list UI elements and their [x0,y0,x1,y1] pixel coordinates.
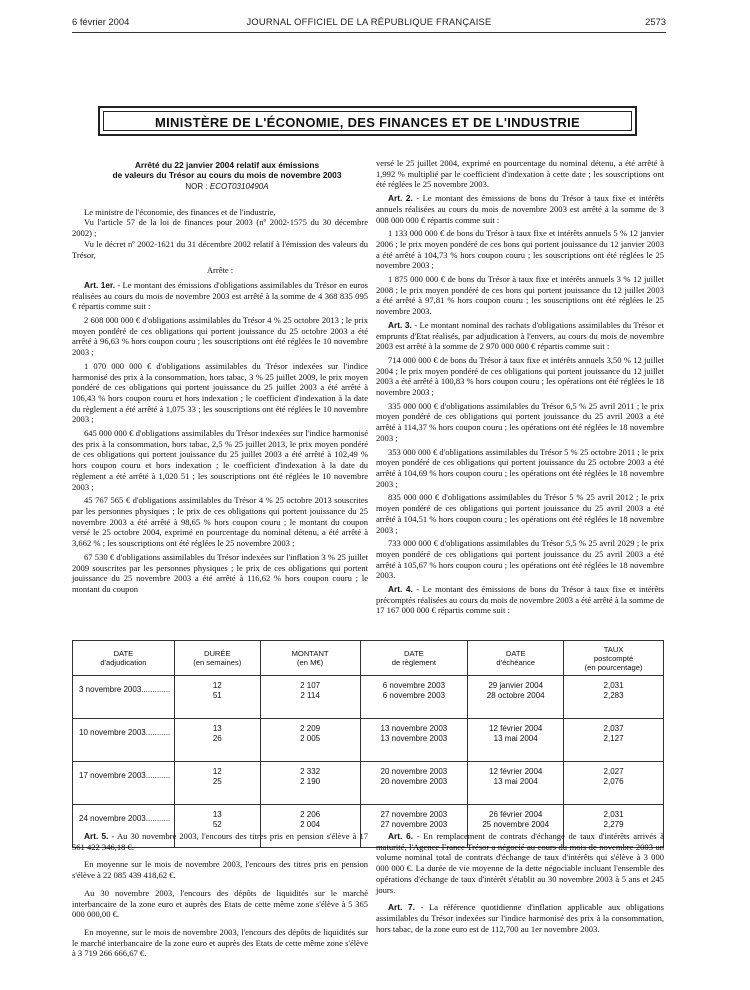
article-1-item: 645 000 000 € d'obligations assimilables du Trésor indexées sur l'indice harmonisé des prix à la consommation, hors tabac, 2,5 % 25 juillet 2013, le prix moyen pondéré de ces obligations qui portent jouissance du 25 juillet 2003 a été arrêté à 102,49 % hors coupon couru et hors indexation ; le coefficient d'indexation à la date du règlement a été arrêté à 1,020 51 ; les souscriptions ont été réglées le 10 novembre 2003 ; [72,428,368,492]
article-5 [72,831,368,852]
article-1-item: 2 608 000 000 € d'obligations assimilables du Trésor 4 % 25 octobre 2013 ; le prix moyen pondéré de ces obligations qui portent jouissance du 25 octobre 2003 a été arrêté à 96,63 % hors coupon couru ; les souscriptions ont été réglées le 10 novembre 2003 ; [72,315,368,358]
article-1-label: Art. 1er. [84,279,116,290]
cell-date-echeance: 12 février 2004 13 mai 2004 [468,762,564,805]
article-3-label: Art. 3. [388,319,412,330]
cell-date-reglement: 20 novembre 2003 20 novembre 2003 [360,762,468,805]
arrete-heading: Arrête : [206,265,234,276]
article-6-label: Art. 6. [388,831,414,841]
table-row [73,676,664,719]
article-1-intro [72,280,368,312]
article-5-label: Art. 5. [84,831,109,841]
cell-date-adjudication: 10 novembre 2003........... [73,719,175,762]
article-1-item: 1 070 000 000 € d'obligations assimilables du Trésor indexées sur l'indice harmonisé des prix à la consommation, hors tabac, 3 % 25 juillet 2009, le prix moyen pondéré de ces obligations qui portent jouissance du 25 juillet 2003 a été arrêté à 106,43 % hors coupon couru et hors indexation ; le coefficient d'indexation à la date du règlement a été arrêté à 1,075 33 ; les souscriptions ont été réglées le 10 novembre 2003 ; [72,360,368,425]
article-2-item: 1 133 000 000 € de bons du Trésor à taux fixe et intérêts annuels 5 % 12 janvier 2006 ; le prix moyen pondéré de ces bons qui portent jouissance du 12 janvier 2003 a été arrêté à 104,73 % hors coupon couru ; les souscriptions ont été réglées le 25 novembre 2003 ; [376,228,664,271]
article-3-intro [376,320,664,352]
header-rule [72,32,666,33]
ministry-banner [98,106,637,136]
article-4-label: Art. 4. [388,584,413,595]
cell-date-adjudication: 17 novembre 2003........... [73,762,175,805]
cell-taux: 2,037 2,127 [564,719,664,762]
continued-text: versé le 25 juillet 2004, exprimé en pourcentage du nominal détenu, a été arrêté à 1,992 % multiplié par le coefficient d'indexation à cette date ; les souscriptions ont été réglées le 25 novembre 2003. [376,158,664,190]
article-3-text: - Le montant nominal des rachats d'obligations assimilables du Trésor et emprunts d'Etat réalisés, par adjudication à l'envers, au cours du mois de novembre 2003 est arrêté à la somme de 2 970 000 000 € répartis comme suit : [376,319,665,352]
cell-date-reglement: 13 novembre 2003 13 novembre 2003 [360,719,468,762]
table-row [73,762,664,805]
cell-taux: 2,031 2,283 [564,676,664,719]
cell-date-adjudication: 24 novembre 2003........... [73,805,175,848]
header-journal-title: JOURNAL OFFICIEL DE LA RÉPUBLIQUE FRANÇAISE [246,16,492,27]
header-date-reglement: DATE de règlement [360,641,468,676]
article-1-text: - Le montant des émissions d'obligations assimilables du Trésor en euros réalisées au cours du mois de novembre 2003 est arrêté à la somme de 4 368 835 095 € répartis comme suit : [72,279,368,312]
preamble-line: Le ministre de l'économie, des finances et de l'industrie, [84,206,276,217]
article-2-item: 1 875 000 000 € de bons du Trésor à taux fixe et intérêts annuels 3 % 12 juillet 2008 ; le prix moyen pondéré de ces bons qui portent jouissance du 12 juillet 2003 a été arrêté à 97,81 % hors coupon couru ; les souscriptions ont été réglées le 25 novembre 2003. [376,274,664,317]
article-3-item: 335 000 000 € d'obligations assimilables du Trésor 6,5 % 25 avril 2011 ; le prix moyen pondéré de ces obligations qui portent jouissance du 25 avril 2003 a été arrêté à 114,37 % hors coupon couru ; les opérations ont été réglées le 18 novembre 2003 ; [376,400,664,443]
cell-date-echeance: 26 février 2004 25 novembre 2004 [468,805,564,848]
right-column [376,158,664,616]
article-4-intro [376,584,664,616]
bottom-left-column [72,831,368,959]
bottom-right-column [376,831,664,934]
article-7-text: - La référence quotidienne d'inflation applicable aux obligations assimilables du Trésor indexées sur l'indice harmonisé des prix à la consommation, hors tabac, de la zone euro est de 112,700 au 1er novembre 2003. [376,902,664,934]
article-3-item: 835 000 000 € d'obligations assimilables du Trésor 5 % 25 avril 2012 ; le prix moyen pondéré de ces obligations qui portent jouissance du 25 avril 2003 a été arrêté à 104,51 % hors coupon couru ; les opérations ont été réglées le 18 novembre 2003 ; [376,492,664,535]
article-3-item: 353 000 000 € d'obligations assimilables du Trésor 5 % 25 octobre 2011 ; le prix moyen pondéré de ces obligations qui portent jouissance du 25 octobre 2003 a été arrêté à 104,69 % hors coupon couru ; les opérations ont été réglées le 18 novembre 2003 ; [376,446,664,489]
cell-montant: 2 206 2 004 [260,805,360,848]
article-7 [376,902,664,934]
cell-date-echeance: 12 février 2004 13 mai 2004 [468,719,564,762]
article-7-label: Art. 7. [388,902,415,913]
header-taux: TAUX postcompté (en pourcentage) [564,641,664,676]
article-2-intro [376,193,664,225]
header-montant: MONTANT (en M€) [260,641,360,676]
article-5-text: - Au 30 novembre 2003, l'encours des titres pris en pension s'élève à 17 561 422 346,18 €. [72,831,369,852]
cell-taux: 2,027 2,076 [564,762,664,805]
cell-taux: 2,031 2,279 [564,805,664,848]
cell-duree: 12 25 [174,762,260,805]
table-header-row [73,641,664,676]
header-date: 6 février 2004 [72,16,130,27]
cell-date-reglement: 6 novembre 2003 6 novembre 2003 [360,676,468,719]
article-5-paragraph: Au 30 novembre 2003, l'encours des dépôts de liquidités sur le marché interbancaire de la zone euro et auprès des Etats de cette même zone s'élève à 5 365 000 000,00 €. [72,887,368,920]
cell-montant: 2 209 2 005 [260,719,360,762]
article-1-item: 45 767 565 € d'obligations assimilables du Trésor 4 % 25 octobre 2013 souscrites par les personnes physiques ; le prix de ces obligations qui portent jouissance du 25 novembre 2003 a été arrêté à 98,65 % hors coupon couru ; le montant du coupon versé le 25 octobre 2004, exprimé en pourcentage du nominal détenu, a été arrêté à 3,662 % ; les souscriptions ont été réglées le 25 novembre 2003 ; [72,495,368,549]
cell-date-reglement: 27 novembre 2003 27 novembre 2003 [360,805,468,848]
preamble-line: Vu l'article 57 de la loi de finances pour 2003 (nº 2002-1575 du 30 décembre 2002) ; [72,217,368,239]
table-row [73,719,664,762]
article-6-text: - En remplacement de contrats d'échange de taux d'intérêts arrivés à maturité, l'Agence France Trésor a négocié au cours du mois de novembre 2003 un volume nominal total de contrats d'échange de taux d'intérêts qui s'élève à 3 000 000 000 €. La durée de vie moyenne de la dette négociable incluant l'ensemble des opérations d'échange de taux d'intérêt s'établit au 30 novembre 2003 à 5 ans et 245 jours. [376,831,665,895]
preamble-line: Vu le décret nº 2002-1621 du 31 décembre 2002 relatif à l'émission des valeurs du Trésor, [72,238,368,260]
nor-reference [72,182,368,193]
cell-date-echeance: 29 janvier 2004 28 octobre 2004 [468,676,564,719]
cell-duree: 12 51 [174,676,260,719]
header-date-echeance: DATE d'échéance [468,641,564,676]
header-duree: DURÉE (en semaines) [174,641,260,676]
cell-montant: 2 107 2 114 [260,676,360,719]
article-6 [376,831,664,895]
decree-title-line1: Arrêté du 22 janvier 2004 relatif aux émissions [134,160,320,170]
decree-title-line2: de valeurs du Trésor au cours du mois de novembre 2003 [112,170,342,180]
article-1-item: 67 530 € d'obligations assimilables du Trésor indexées sur l'inflation 3 % 25 juillet 2009 souscrites par les personnes physiques ; le prix de ces obligations qui portent jouissance du 25 novembre 2003 a été arrêté à 116,62 % hors coupon couru ; le montant du coupon [72,551,368,594]
header-date-adjudication: DATE d'adjudication [73,641,175,676]
ministry-title: MINISTÈRE DE L'ÉCONOMIE, DES FINANCES ET DE L'INDUSTRIE [155,115,580,130]
article-5-paragraph: En moyenne, sur le mois de novembre 2003, l'encours des dépôts de liquidités sur le marché interbancaire de la zone euro et auprès des Etats de cette même zone s'élève à 3 719 266 666,67 €. [72,926,368,959]
article-5-paragraph: En moyenne sur le mois de novembre 2003, l'encours des titres pris en pension s'élève à 22 085 439 418,62 €. [72,859,368,881]
article-2-label: Art. 2. [388,193,413,204]
treasury-bills-table [72,640,664,848]
article-3-item: 733 000 000 € d'obligations assimilables du Trésor 5,5 % 25 avril 2029 ; le prix moyen pondéré de ces obligations qui portent jouissance du 25 avril 2003 a été arrêté à 105,67 % hors coupon couru ; les opérations ont été réglées le 18 novembre 2003. [376,538,664,581]
article-2-text: - Le montant des émissions de bons du Trésor à taux fixe et intérêts annuels réalisées au cours du mois de novembre 2003 est arrêté à la somme de 3 008 000 000 € répartis comme suit : [376,193,664,225]
cell-duree: 13 52 [174,805,260,848]
running-header [72,16,666,30]
article-4-text: - Le montant des émissions de bons du Trésor à taux fixe et intérêts précomptés réalisées au cours du mois de novembre 2003 a été arrêté à la somme de 17 167 000 000 € répartis comme suit : [376,584,664,616]
header-page-number: 2573 [645,16,666,27]
left-column [72,160,368,595]
article-3-item: 714 000 000 € de bons du Trésor à taux fixe et intérêts annuels 3,50 % 12 juillet 2004 ; le prix moyen pondéré de ces obligations qui portent jouissance du 12 juillet 2003 a été arrêté à 100,83 % hors coupon couru ; les opérations ont été réglées le 18 novembre 2003 ; [376,354,664,398]
cell-date-adjudication: 3 novembre 2003............. [73,676,175,719]
cell-duree: 13 26 [174,719,260,762]
nor-code: ECOT0310490A [209,182,269,191]
nor-label: NOR : [185,182,208,191]
cell-montant: 2 332 2 190 [260,762,360,805]
